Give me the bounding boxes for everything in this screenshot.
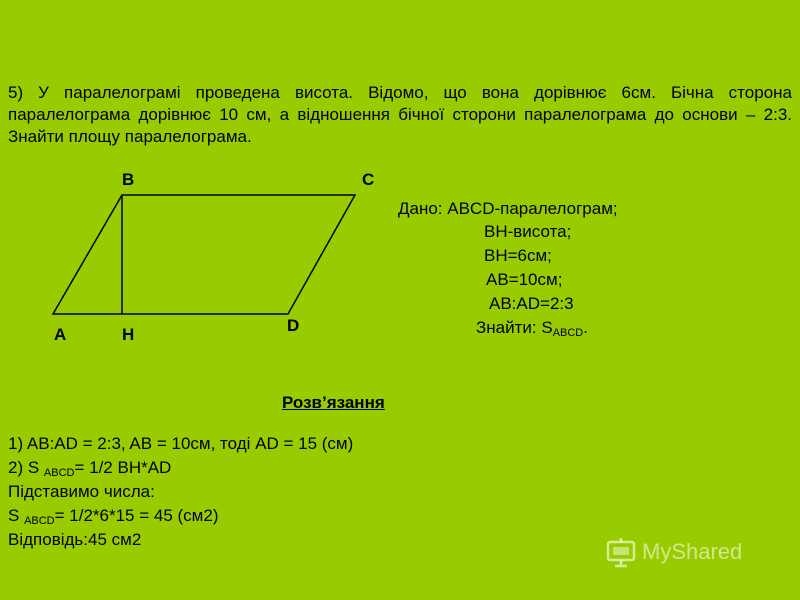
solution-step (8, 457, 171, 484)
solution-title: Розв’язання (282, 393, 385, 412)
watermark (606, 536, 742, 568)
watermark-text: MyShared (642, 539, 743, 564)
given-find-text: Знайти: S (476, 318, 553, 337)
problem-statement: 5) У паралелограмі проведена висота. Відомо, що вона дорівнює 6см. Бічна сторона паралелограма дорівнює 10 см, а відношення бічної сторони паралелограма до основи – 2:3. Знайти площу паралелограма. (8, 83, 792, 146)
solution-step-subscript: ABCD (43, 467, 75, 479)
vertex-label-b: B (122, 170, 135, 189)
parallelogram-abcd (53, 195, 355, 314)
solution-step-text: S (8, 506, 25, 525)
solution-step: 1) AB:AD = 2:3, AB = 10см, тоді AD = 15 (см) (8, 434, 354, 453)
given-find-subscript: ABCD (552, 327, 584, 339)
vertex-label-d: D (287, 316, 300, 335)
vertex-label-c: C (362, 170, 375, 189)
given-line: AB=10см; (486, 270, 563, 289)
solution-answer: Відповідь:45 см2 (8, 530, 142, 549)
given-line: BH=6см; (484, 246, 552, 265)
given-find (476, 317, 588, 344)
solution-step-text: 2) S (8, 458, 44, 477)
given-line: BH-висота; (484, 222, 572, 241)
myshared-logo-icon (606, 536, 636, 568)
solution-step: Підставимо числа: (8, 482, 155, 501)
given-find-suffix: . (583, 318, 588, 337)
vertex-label-a: A (54, 325, 67, 344)
solution-step-subscript: ABCD (24, 515, 55, 527)
vertex-label-h: H (122, 325, 135, 344)
solution-step (8, 505, 218, 532)
given-line: Дано: ABCD-паралелограм; (398, 199, 618, 218)
given-line: AB:AD=2:3 (489, 294, 574, 313)
solution-step-text: = 1/2 BH*AD (74, 458, 172, 477)
solution-step-text: = 1/2*6*15 = 45 (см2) (54, 506, 219, 525)
